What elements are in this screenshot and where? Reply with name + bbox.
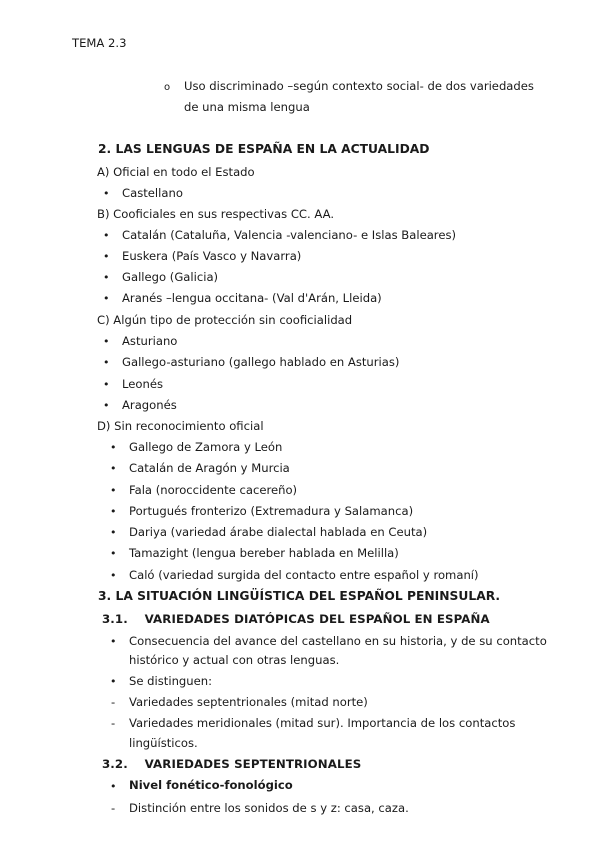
bullet: • — [103, 250, 110, 263]
list-item: Castellano — [122, 186, 183, 200]
dash-marker: - — [111, 695, 116, 709]
bullet: • — [110, 484, 117, 497]
intro-line-2: de una misma lengua — [184, 100, 310, 114]
list-item: Leonés — [122, 377, 164, 391]
bullet: • — [110, 780, 117, 793]
list-item: Portugués fronterizo (Extremadura y Salamanca) — [129, 504, 414, 518]
list-item: Fala (noroccidente cacereño) — [129, 483, 298, 497]
bullet: • — [103, 356, 110, 369]
bullet: • — [103, 292, 110, 305]
group-b-label: B) Cooficiales en sus respectivas CC. AA. — [97, 207, 335, 221]
paragraph-line: histórico y actual con otras lenguas. — [129, 653, 340, 667]
list-item: Gallego (Galicia) — [122, 270, 219, 284]
bullet: • — [110, 526, 117, 539]
bullet: • — [110, 441, 117, 454]
subsection-3-2-title: 3.2. VARIEDADES SEPTENTRIONALES — [102, 757, 362, 771]
bullet: • — [110, 635, 117, 648]
list-item: Asturiano — [122, 334, 178, 348]
dash-marker: - — [111, 716, 116, 730]
bullet: • — [103, 187, 110, 200]
paragraph-line: lingüísticos. — [129, 736, 198, 750]
list-item: Distinción entre los sonidos de s y z: casa, caza. — [129, 801, 409, 815]
intro-line-1: Uso discriminado –según contexto social- de dos variedades — [184, 79, 534, 93]
list-item: Catalán (Cataluña, Valencia -valenciano- e Islas Baleares) — [122, 228, 457, 242]
bullet: • — [103, 229, 110, 242]
bullet: • — [110, 462, 117, 475]
group-c-label: C) Algún tipo de protección sin cooficialidad — [97, 313, 353, 327]
bullet: • — [110, 675, 117, 688]
bullet: • — [103, 378, 110, 391]
list-item: Tamazight (lengua bereber hablada en Melilla) — [129, 546, 399, 560]
subsection-3-1-title: 3.1. VARIEDADES DIATÓPICAS DEL ESPAÑOL EN ESPAÑA — [102, 612, 490, 626]
paragraph-line: Consecuencia del avance del castellano en su historia, y de su contacto — [129, 634, 547, 648]
bullet: • — [103, 335, 110, 348]
list-item: Aragonés — [122, 398, 177, 412]
bullet: • — [110, 505, 117, 518]
list-item: Euskera (País Vasco y Navarra) — [122, 249, 302, 263]
list-item: Catalán de Aragón y Murcia — [129, 461, 290, 475]
intro-bullet: o — [164, 82, 171, 93]
list-item: Dariya (variedad árabe dialectal hablada en Ceuta) — [129, 525, 428, 539]
section-3-title: 3. LA SITUACIÓN LINGÜÍSTICA DEL ESPAÑOL PENINSULAR. — [98, 589, 501, 603]
bold-list-item: Nivel fonético-fonológico — [129, 778, 293, 792]
dash-marker: - — [111, 801, 116, 815]
paragraph-line: Variedades meridionales (mitad sur). Importancia de los contactos — [129, 716, 516, 730]
section-2-title: 2. LAS LENGUAS DE ESPAÑA EN LA ACTUALIDAD — [98, 142, 430, 156]
page-header: TEMA 2.3 — [72, 36, 127, 50]
list-item: Gallego de Zamora y León — [129, 440, 283, 454]
bullet: • — [103, 271, 110, 284]
list-item: Variedades septentrionales (mitad norte) — [129, 695, 368, 709]
list-item: Gallego-asturiano (gallego hablado en Asturias) — [122, 355, 400, 369]
list-item: Caló (variedad surgida del contacto entre español y romaní) — [129, 568, 479, 582]
bullet: • — [103, 399, 110, 412]
group-a-label: A) Oficial en todo el Estado — [97, 165, 255, 179]
list-item: Se distinguen: — [129, 674, 213, 688]
bullet: • — [110, 547, 117, 560]
group-d-label: D) Sin reconocimiento oficial — [97, 419, 264, 433]
list-item: Aranés –lengua occitana- (Val d'Arán, Lleida) — [122, 291, 382, 305]
bullet: • — [110, 569, 117, 582]
